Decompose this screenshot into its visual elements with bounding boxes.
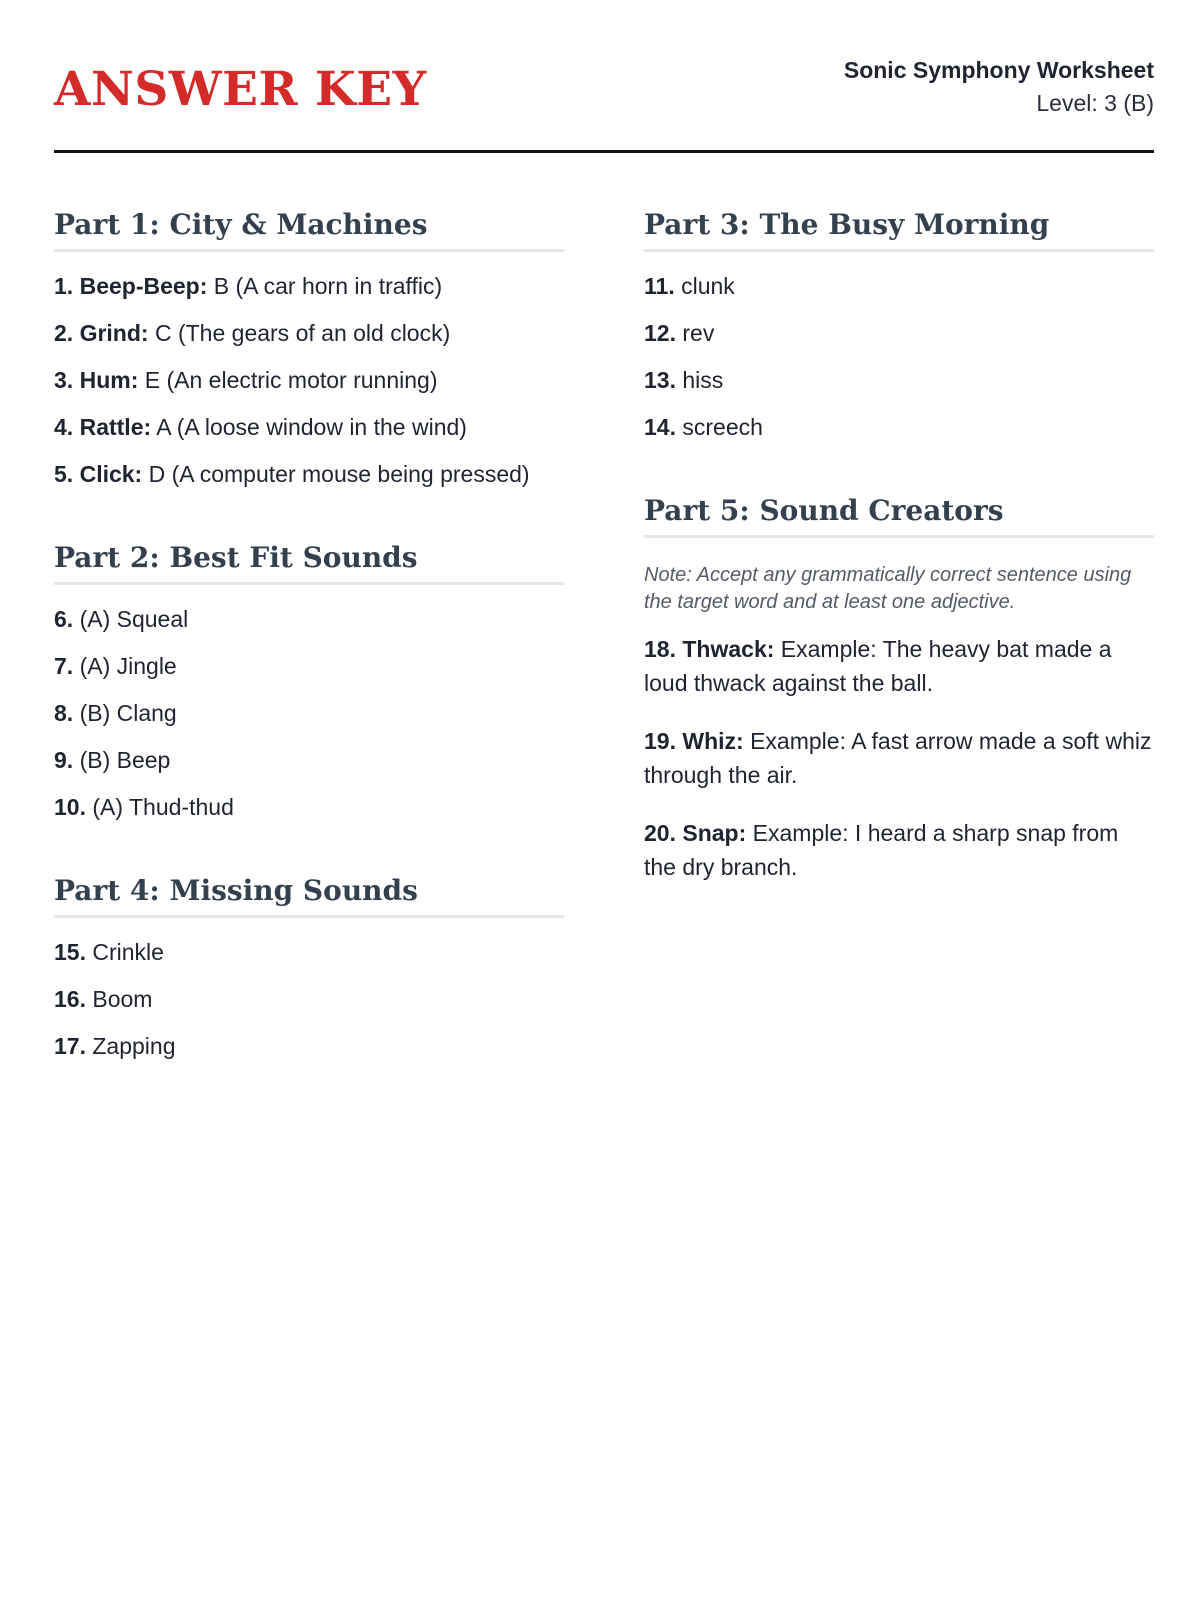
answer-item — [54, 746, 564, 774]
answer-item — [54, 652, 564, 680]
item-answer: rev — [682, 320, 715, 346]
answer-list — [54, 938, 564, 1060]
item-number: 15. — [54, 939, 86, 965]
item-number: 3. — [54, 367, 74, 393]
item-number: 11. — [644, 273, 675, 299]
grading-note: Note: Accept any grammatically correct sentence using the target word and at least one adjective. — [644, 564, 1132, 613]
item-number: 18. — [644, 636, 676, 662]
item-number: 8. — [54, 700, 74, 726]
item-answer: (A) Squeal — [79, 606, 189, 632]
page-header — [54, 0, 1154, 153]
item-term: Thwack: — [682, 636, 775, 662]
item-answer: D (A computer mouse being pressed) — [148, 461, 530, 487]
answer-key-title: ANSWER KEY — [54, 62, 427, 117]
section-title: Part 2: Best Fit Sounds — [54, 538, 564, 585]
section-title: Part 4: Missing Sounds — [54, 871, 564, 918]
section-part-2 — [54, 538, 564, 821]
item-answer: Example: The heavy bat made a loud thwack against the ball. — [644, 636, 1112, 696]
answer-list — [644, 632, 1154, 884]
answer-item — [54, 605, 564, 633]
item-answer: A (A loose window in the wind) — [156, 414, 467, 440]
item-number: 13. — [644, 367, 676, 393]
item-number: 4. — [54, 414, 74, 440]
item-answer: E (An electric motor running) — [144, 367, 438, 393]
worksheet-title: Sonic Symphony Worksheet — [843, 57, 1154, 83]
item-answer: hiss — [682, 367, 724, 393]
item-answer: Crinkle — [92, 939, 164, 965]
item-answer: Boom — [92, 986, 153, 1012]
item-answer: screech — [682, 414, 763, 440]
item-term: Hum: — [79, 367, 139, 393]
item-number: 6. — [54, 606, 74, 632]
answer-list — [644, 272, 1154, 441]
item-number: 1. — [54, 273, 74, 299]
answer-item — [54, 413, 564, 441]
worksheet-level: Level: 3 (B) — [1036, 90, 1154, 116]
answer-key-page — [54, 0, 1154, 1059]
item-answer: (B) Beep — [79, 747, 171, 773]
worksheet-info — [844, 54, 1154, 120]
answer-item — [54, 699, 564, 727]
item-number: 7. — [54, 653, 74, 679]
answer-item — [54, 272, 564, 300]
item-number: 2. — [54, 320, 74, 346]
item-number: 10. — [54, 794, 86, 820]
item-term: Beep-Beep: — [79, 273, 208, 299]
right-column — [644, 205, 1154, 934]
item-term: Snap: — [682, 820, 747, 846]
item-number: 9. — [54, 747, 74, 773]
item-answer: C (The gears of an old clock) — [154, 320, 451, 346]
answer-item — [644, 413, 1154, 441]
item-number: 20. — [644, 820, 676, 846]
item-answer: (B) Clang — [79, 700, 177, 726]
item-number: 16. — [54, 986, 86, 1012]
item-answer: Example: A fast arrow made a soft whiz through the air. — [644, 728, 1152, 788]
item-answer: (A) Thud-thud — [92, 794, 234, 820]
section-title: Part 5: Sound Creators — [644, 491, 1154, 538]
item-number: 12. — [644, 320, 676, 346]
section-title: Part 3: The Busy Morning — [644, 205, 1154, 252]
item-number: 14. — [644, 414, 676, 440]
section-title: Part 1: City & Machines — [54, 205, 564, 252]
item-answer: Example: I heard a sharp snap from the dry branch. — [644, 820, 1119, 880]
item-number: 17. — [54, 1033, 86, 1059]
item-number: 5. — [54, 461, 74, 487]
answer-item — [644, 816, 1154, 884]
answer-item — [54, 366, 564, 394]
answer-item — [644, 632, 1154, 700]
answer-item — [54, 1032, 564, 1060]
answer-item — [644, 272, 1154, 300]
answer-item — [54, 793, 564, 821]
item-answer: clunk — [681, 273, 735, 299]
item-term: Rattle: — [79, 414, 152, 440]
answer-item — [644, 319, 1154, 347]
item-answer: (A) Jingle — [79, 653, 177, 679]
section-part-1 — [54, 205, 564, 488]
answer-list — [54, 272, 564, 488]
answer-item — [644, 724, 1154, 792]
item-answer: B (A car horn in traffic) — [213, 273, 443, 299]
section-part-5 — [644, 491, 1154, 884]
item-answer: Zapping — [92, 1033, 176, 1059]
answer-item — [644, 366, 1154, 394]
item-number: 19. — [644, 728, 676, 754]
answer-item — [54, 938, 564, 966]
item-term: Grind: — [79, 320, 149, 346]
left-column — [54, 205, 564, 1110]
answer-item — [54, 460, 564, 488]
section-part-4 — [54, 871, 564, 1060]
answer-item — [54, 985, 564, 1013]
answer-item — [54, 319, 564, 347]
item-term: Click: — [79, 461, 143, 487]
answer-list — [54, 605, 564, 821]
item-term: Whiz: — [682, 728, 744, 754]
section-part-3 — [644, 205, 1154, 441]
